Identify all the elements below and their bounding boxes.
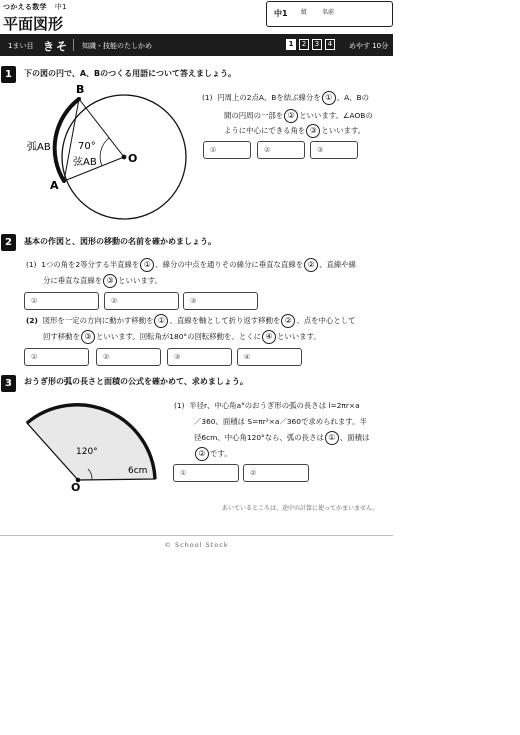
q3-answer-2[interactable]: ② (243, 464, 309, 482)
blank-marker-2: ② (284, 109, 298, 123)
label-b: B (76, 83, 85, 96)
q1-text-1b: 、A、Bの (336, 93, 370, 102)
blank-marker-3: ③ (306, 124, 320, 138)
q3-sub-number: (1) (174, 401, 185, 410)
label-o: O (71, 481, 81, 494)
question-3-number: 3 (1, 375, 16, 392)
blank-marker-1: ① (154, 314, 168, 328)
blank-marker-1: ① (140, 258, 154, 272)
q2-2-answer-3[interactable]: ③ (167, 348, 232, 366)
q2-1-line-2 (43, 272, 162, 289)
circle-figure (0, 80, 200, 230)
label-chord: 弦AB (73, 157, 97, 168)
question-1-number: 1 (1, 66, 16, 83)
blank-marker-2: ② (195, 447, 209, 461)
page-1: 1 (286, 39, 296, 50)
blank-marker-2: ② (304, 258, 318, 272)
q2-1-sub-number: (1) (26, 260, 37, 269)
q3-line-3 (194, 429, 369, 446)
page-3: 3 (312, 39, 322, 50)
q2-1-line-1 (26, 256, 356, 273)
class-field[interactable]: 組 (301, 9, 308, 16)
bar-description: 知識・技能のたしかめ (82, 42, 152, 50)
q2-2-text-2a: 回す移動を (43, 332, 80, 341)
q1-line-1 (202, 89, 369, 106)
question-3-heading: おうぎ形の弧の長さと面積の公式を確かめて、求めましょう。 (24, 377, 248, 386)
q2-2-line-2 (43, 328, 321, 345)
q1-answer-2[interactable]: ② (257, 141, 305, 159)
question-2-heading: 基本の作図と、図形の移動の名前を確かめましょう。 (24, 237, 216, 246)
blank-marker-2: ② (281, 314, 295, 328)
q1-text-3a: ように中心にできる角を (224, 126, 306, 135)
sheet-label: 1まい目 (8, 42, 34, 50)
grade-label: 中1 (54, 3, 67, 11)
blank-marker-1: ① (322, 91, 336, 105)
q3-line-1 (174, 397, 360, 414)
page-indicator (286, 39, 335, 50)
sector-figure (0, 395, 170, 495)
q3-answer-1[interactable]: ① (173, 464, 239, 482)
q1-answer-1[interactable]: ① (203, 141, 251, 159)
label-radius: 6cm (128, 466, 148, 476)
name-field[interactable]: 名前 (322, 9, 335, 16)
q2-1-text-1b: 、線分の中点を通りその線分に垂直な直線を (155, 260, 304, 269)
question-2-number: 2 (1, 234, 16, 251)
q2-1-answer-3[interactable]: ③ (183, 292, 258, 310)
q2-1-text-2a: 分に垂直な直線を (43, 276, 103, 285)
q2-1-text-2b: といいます。 (118, 276, 162, 285)
blank-marker-4: ④ (262, 330, 276, 344)
q2-2-sub-number: (2) (26, 316, 38, 325)
q2-2-answer-1[interactable]: ① (24, 348, 89, 366)
time-guide: めやす 10分 (349, 42, 389, 50)
q3-line-2: ／360、面積は S=πr²×a／360で求められます。半 (194, 417, 367, 426)
point-a-dot (62, 179, 66, 183)
q3-text-4b: です。 (210, 449, 232, 458)
label-angle: 120° (76, 447, 98, 457)
name-box-grade: 中1 (274, 9, 288, 18)
info-bar (0, 34, 393, 56)
blank-marker-3: ③ (81, 330, 95, 344)
q3-text-1: 半径r、中心角a°のおうぎ形の弧の長さは l=2πr×a (189, 401, 360, 410)
q1-line-3 (224, 122, 365, 139)
q2-2-text-2b: といいます。回転角が180°の回転移動を、とくに (95, 332, 261, 341)
q2-1-text-1c: 、直線や線 (319, 260, 357, 269)
q1-answer-3[interactable]: ③ (310, 141, 358, 159)
bar-divider (73, 39, 74, 51)
q2-2-answer-4[interactable]: ④ (237, 348, 302, 366)
center-point (122, 155, 127, 160)
q1-sub-number: (1) (202, 93, 213, 102)
q3-text-3a: 径6cm、中心角120°なら、弧の長さは (194, 433, 324, 442)
workspace-note: あいているところは、途中の計算に使ってかまいません。 (222, 505, 379, 512)
q2-2-text-1c: 、点を中心として (296, 316, 356, 325)
label-o: O (128, 152, 138, 165)
footer-divider (0, 535, 393, 536)
label-angle: 70° (78, 141, 96, 152)
q1-text-2a: 間の円周の一部を (224, 111, 284, 120)
series-name: つかえる数学 (3, 3, 47, 11)
q2-2-answer-2[interactable]: ② (96, 348, 161, 366)
page-title: 平面図形 (3, 15, 64, 33)
point-b-dot (77, 97, 81, 101)
question-1-heading: 下の図の円で、A、Bのつくる用語について答えましょう。 (24, 69, 236, 78)
blank-marker-3: ③ (103, 274, 117, 288)
page-4: 4 (325, 39, 335, 50)
q2-2-text-1b: 、直線を軸として折り返す移動を (169, 316, 281, 325)
q2-1-text-1a: 1つの角を2等分する半直線を (41, 260, 140, 269)
q2-2-text-2c: といいます。 (277, 332, 321, 341)
q3-line-4 (194, 445, 232, 462)
label-a: A (50, 179, 59, 192)
level-label: きそ (43, 40, 69, 53)
q2-1-answer-1[interactable]: ① (24, 292, 99, 310)
name-box (266, 1, 393, 27)
label-arc: 弧AB (27, 142, 51, 153)
q1-text-2b: といいます。∠AOBの (299, 111, 373, 120)
series-label (3, 2, 67, 12)
q1-text-1a: 円周上の2点A、Bを結ぶ線分を (217, 93, 321, 102)
page-2: 2 (299, 39, 309, 50)
footer-copyright: © School Stock (164, 541, 229, 549)
q1-text-3b: といいます。 (321, 126, 366, 135)
q2-2-text-1a: 図形を一定の方向に動かす移動を (42, 316, 154, 325)
arc-ab (55, 99, 79, 181)
blank-marker-1: ① (325, 431, 339, 445)
q2-2-line-1 (26, 312, 356, 329)
q3-text-3b: 、面積は (339, 433, 370, 442)
angle-mark (100, 138, 109, 166)
q2-1-answer-2[interactable]: ② (104, 292, 179, 310)
